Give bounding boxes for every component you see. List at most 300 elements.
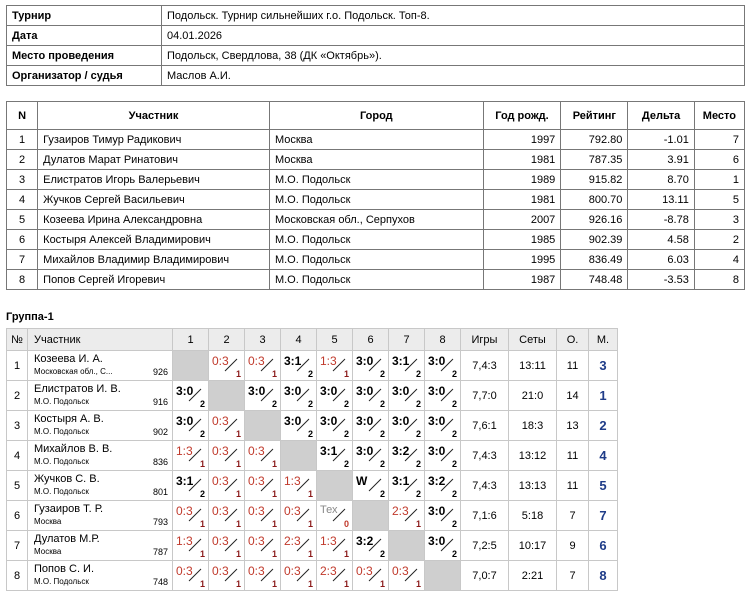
participant-cell: Москва [269, 130, 483, 150]
group-result-cell [245, 501, 281, 531]
result-points: 2 [415, 489, 421, 499]
group-result-cell [245, 531, 281, 561]
group-player-info [28, 561, 173, 591]
result-score: 0:3 [212, 564, 229, 578]
group-result-cell [281, 411, 317, 441]
group-player-sets: 10:17 [509, 531, 557, 561]
participant-cell: 2007 [483, 210, 561, 230]
info-value: Маслов А.И. [162, 66, 745, 86]
group-result-cell [389, 501, 425, 531]
result-score: 3:2 [356, 534, 374, 548]
result-score: 3:0 [356, 414, 374, 428]
tournament-info-table [6, 5, 745, 86]
group-player-number: 2 [7, 381, 28, 411]
result-points: 2 [379, 369, 385, 379]
group-diagonal-cell [389, 531, 425, 561]
group-player-games: 7,1:6 [461, 501, 509, 531]
participant-cell: Московская обл., Серпухов [269, 210, 483, 230]
result-points: 2 [415, 459, 421, 469]
participant-cell: 836.49 [561, 250, 628, 270]
group-result-cell [245, 381, 281, 411]
result-score: Тех [320, 504, 338, 516]
result-score: 3:0 [428, 534, 446, 548]
result-points: 2 [343, 459, 349, 469]
participant-row [7, 230, 745, 250]
group-player-place: 3 [589, 351, 618, 381]
result-score: 2:3 [284, 534, 301, 548]
participant-cell: М.О. Подольск [269, 170, 483, 190]
result-score: 3:0 [428, 384, 446, 398]
group-player-row [7, 531, 618, 561]
group-result-cell [317, 531, 353, 561]
result-points: 1 [271, 489, 277, 499]
group-result-cell [353, 411, 389, 441]
participant-cell: 4.58 [628, 230, 694, 250]
result-score: 2:3 [320, 564, 337, 578]
info-row [7, 6, 745, 26]
info-key: Организатор / судья [7, 66, 162, 86]
group-player-row [7, 441, 618, 471]
info-row [7, 46, 745, 66]
participant-cell: -8.78 [628, 210, 694, 230]
group-header-col: 1 [173, 329, 209, 351]
group-player-info [28, 471, 173, 501]
group-player-sets: 21:0 [509, 381, 557, 411]
result-points: 1 [235, 519, 241, 529]
group-player-place: 4 [589, 441, 618, 471]
info-key: Дата [7, 26, 162, 46]
info-row [7, 26, 745, 46]
participant-cell: 13.11 [628, 190, 694, 210]
group-result-cell [317, 351, 353, 381]
result-score: 1:3 [320, 354, 337, 368]
group-player-sets: 2:21 [509, 561, 557, 591]
participant-cell: 3 [694, 210, 744, 230]
group-result-cell [317, 561, 353, 591]
group-header-row [7, 329, 618, 351]
result-score: 0:3 [392, 564, 409, 578]
participant-row [7, 150, 745, 170]
result-points: 1 [415, 519, 421, 529]
participant-cell: Дулатов Марат Ринатович [38, 150, 270, 170]
group-diagonal-cell [317, 471, 353, 501]
group-result-cell [389, 381, 425, 411]
group-player-points: 9 [557, 531, 589, 561]
result-score: 1:3 [176, 444, 193, 458]
result-points: 2 [379, 489, 385, 499]
result-score: 0:3 [248, 564, 265, 578]
result-points: 1 [199, 549, 205, 559]
result-score: 0:3 [176, 564, 193, 578]
participant-cell: 6.03 [628, 250, 694, 270]
group-player-rating: 926 [152, 367, 168, 377]
participant-cell: 4 [694, 250, 744, 270]
info-value: 04.01.2026 [162, 26, 745, 46]
group-result-cell [245, 351, 281, 381]
group-player-games: 7,4:3 [461, 351, 509, 381]
result-points: 1 [199, 519, 205, 529]
group-result-cell [173, 411, 209, 441]
group-player-points: 7 [557, 501, 589, 531]
group-diagonal-cell [425, 561, 461, 591]
group-player-sets: 13:11 [509, 351, 557, 381]
result-score: 1:3 [176, 534, 193, 548]
participant-cell: 4 [7, 190, 38, 210]
group-result-cell [281, 531, 317, 561]
group-player-name: Гузаиров Т. Р. [34, 503, 104, 515]
participant-cell: -3.53 [628, 270, 694, 290]
result-score: 3:1 [320, 444, 338, 458]
group-header-n: № [7, 329, 28, 351]
participant-cell: 800.70 [561, 190, 628, 210]
result-score: 3:0 [356, 444, 374, 458]
participants-header-cell: N [7, 102, 38, 130]
group-player-info [28, 351, 173, 381]
result-points: 1 [235, 549, 241, 559]
group-player-name: Жучков С. В. [34, 473, 100, 485]
group-player-city: Московская обл., С... [34, 367, 113, 376]
group-player-row [7, 381, 618, 411]
group-result-cell [209, 351, 245, 381]
group-player-row [7, 501, 618, 531]
group-player-sets: 5:18 [509, 501, 557, 531]
result-points: 1 [271, 369, 277, 379]
group-player-games: 7,0:7 [461, 561, 509, 591]
result-points: 1 [307, 519, 313, 529]
result-score: 3:0 [428, 444, 446, 458]
group-player-number: 8 [7, 561, 28, 591]
group-player-info [28, 531, 173, 561]
group-result-cell [281, 471, 317, 501]
participant-row [7, 130, 745, 150]
participant-cell: 8 [7, 270, 38, 290]
group-result-cell [281, 351, 317, 381]
participant-cell: 1995 [483, 250, 561, 270]
result-score: 1:3 [284, 474, 301, 488]
info-value: Подольск, Свердлова, 38 (ДК «Октябрь»). [162, 46, 745, 66]
group-player-sets: 13:13 [509, 471, 557, 501]
result-score: 0:3 [176, 504, 193, 518]
result-score: 3:0 [392, 414, 410, 428]
group-header-place: М. [589, 329, 618, 351]
result-points: 2 [451, 549, 457, 559]
participant-cell: 1989 [483, 170, 561, 190]
group-result-cell [353, 531, 389, 561]
group-player-points: 11 [557, 441, 589, 471]
result-points: 1 [343, 579, 349, 589]
group-player-number: 6 [7, 501, 28, 531]
participant-row [7, 210, 745, 230]
participant-cell: 8 [694, 270, 744, 290]
group-player-city: М.О. Подольск [34, 487, 89, 496]
group-player-city: М.О. Подольск [34, 397, 89, 406]
group-result-cell [209, 561, 245, 591]
participant-cell: Елистратов Игорь Валерьевич [38, 170, 270, 190]
group-result-cell [389, 411, 425, 441]
participants-header-cell: Дельта [628, 102, 694, 130]
group-crosstable [6, 328, 618, 591]
group-result-cell [425, 381, 461, 411]
group-player-number: 4 [7, 441, 28, 471]
result-score: 0:3 [212, 354, 229, 368]
group-player-games: 7,4:3 [461, 471, 509, 501]
result-score: 3:0 [176, 414, 194, 428]
participant-cell: Попов Сергей Игоревич [38, 270, 270, 290]
participant-row [7, 170, 745, 190]
group-result-cell [317, 441, 353, 471]
group-player-points: 13 [557, 411, 589, 441]
participant-cell: М.О. Подольск [269, 250, 483, 270]
group-player-number: 5 [7, 471, 28, 501]
result-score: 0:3 [212, 474, 229, 488]
group-header-games: Игры [461, 329, 509, 351]
result-points: 1 [415, 579, 421, 589]
participant-cell: 1987 [483, 270, 561, 290]
group-header-col: 4 [281, 329, 317, 351]
group-result-cell [209, 441, 245, 471]
group-result-cell [173, 441, 209, 471]
participants-header-cell: Год рожд. [483, 102, 561, 130]
result-points: 1 [271, 579, 277, 589]
result-points: 1 [235, 369, 241, 379]
result-score: 3:0 [284, 414, 302, 428]
result-points: 2 [415, 429, 421, 439]
group-player-number: 7 [7, 531, 28, 561]
participant-cell: 1981 [483, 190, 561, 210]
group-player-games: 7,4:3 [461, 441, 509, 471]
group-player-place: 7 [589, 501, 618, 531]
group-player-rating: 801 [152, 487, 168, 497]
result-score: 3:1 [284, 354, 302, 368]
group-result-cell [425, 531, 461, 561]
participant-cell: 8.70 [628, 170, 694, 190]
participant-row [7, 250, 745, 270]
group-result-cell [173, 471, 209, 501]
result-points: 2 [379, 399, 385, 409]
group-result-cell [281, 381, 317, 411]
group-result-cell [389, 351, 425, 381]
participant-cell: 787.35 [561, 150, 628, 170]
group-result-cell [389, 561, 425, 591]
result-points: 1 [199, 459, 205, 469]
participants-header-cell: Город [269, 102, 483, 130]
participant-cell: 926.16 [561, 210, 628, 230]
info-row [7, 66, 745, 86]
group-player-place: 1 [589, 381, 618, 411]
participant-cell: 792.80 [561, 130, 628, 150]
result-score: 0:3 [284, 564, 301, 578]
group-player-place: 2 [589, 411, 618, 441]
result-score: 3:0 [320, 414, 338, 428]
result-score: 3:1 [176, 474, 194, 488]
result-points: 2 [379, 429, 385, 439]
group-header-col: 6 [353, 329, 389, 351]
result-score: 3:2 [392, 444, 410, 458]
group-result-cell [425, 351, 461, 381]
result-score: 3:0 [176, 384, 194, 398]
participant-cell: 2 [694, 230, 744, 250]
group-player-row [7, 351, 618, 381]
result-score: 0:3 [248, 354, 265, 368]
participants-table [6, 101, 745, 290]
group-header-col: 3 [245, 329, 281, 351]
group-result-cell [353, 471, 389, 501]
participant-cell: Костыря Алексей Владимирович [38, 230, 270, 250]
result-points: 2 [199, 489, 205, 499]
result-score: 0:3 [248, 444, 265, 458]
result-points: 2 [307, 369, 313, 379]
group-player-games: 7,2:5 [461, 531, 509, 561]
group-player-city: М.О. Подольск [34, 427, 89, 436]
result-points: 1 [235, 429, 241, 439]
participant-cell: 6 [7, 230, 38, 250]
group-player-points: 11 [557, 471, 589, 501]
group-result-cell [317, 411, 353, 441]
participant-cell: 7 [7, 250, 38, 270]
group-player-name: Козеева И. А. [34, 353, 103, 365]
result-score: 0:3 [248, 474, 265, 488]
group-player-name: Попов С. И. [34, 563, 95, 575]
participant-cell: Москва [269, 150, 483, 170]
result-score: 3:1 [392, 354, 410, 368]
group-player-rating: 748 [152, 577, 168, 587]
result-score: 3:0 [284, 384, 302, 398]
result-score: 3:1 [392, 474, 410, 488]
result-points: 2 [379, 459, 385, 469]
group-result-cell [173, 381, 209, 411]
participant-row [7, 190, 745, 210]
result-points: 2 [415, 369, 421, 379]
group-player-row [7, 561, 618, 591]
group-player-city: Москва [34, 517, 62, 526]
group-player-rating: 902 [152, 427, 168, 437]
group-player-info [28, 501, 173, 531]
group-result-cell [353, 381, 389, 411]
participant-cell: 1 [694, 170, 744, 190]
group-header-points: О. [557, 329, 589, 351]
result-points: 2 [451, 369, 457, 379]
result-points: 1 [235, 459, 241, 469]
participants-header-cell: Рейтинг [561, 102, 628, 130]
participant-cell: 5 [7, 210, 38, 230]
participant-cell: Михайлов Владимир Владимирович [38, 250, 270, 270]
group-result-cell [389, 471, 425, 501]
group-player-row [7, 411, 618, 441]
participant-cell: 3 [7, 170, 38, 190]
group-player-rating: 793 [152, 517, 168, 527]
group-result-cell [317, 501, 353, 531]
group-header-sets: Сеты [509, 329, 557, 351]
group-diagonal-cell [245, 411, 281, 441]
group-header-name: Участник [28, 329, 173, 351]
result-points: 2 [199, 429, 205, 439]
group-result-cell [209, 471, 245, 501]
result-points: 1 [199, 579, 205, 589]
participant-cell: Гузаиров Тимур Радикович [38, 130, 270, 150]
result-points: 2 [415, 399, 421, 409]
group-player-name: Елистратов И. В. [34, 383, 121, 395]
group-diagonal-cell [281, 441, 317, 471]
group-result-cell [245, 441, 281, 471]
group-header-col: 2 [209, 329, 245, 351]
group-player-number: 1 [7, 351, 28, 381]
result-score: 2:3 [392, 504, 409, 518]
participant-cell: М.О. Подольск [269, 270, 483, 290]
group-result-cell [425, 471, 461, 501]
group-result-cell [281, 501, 317, 531]
result-points: 2 [343, 399, 349, 409]
group-player-games: 7,6:1 [461, 411, 509, 441]
result-points: 2 [307, 399, 313, 409]
participant-cell: 1 [7, 130, 38, 150]
result-points: 1 [271, 549, 277, 559]
group-diagonal-cell [209, 381, 245, 411]
group-result-cell [389, 441, 425, 471]
participant-cell: 1981 [483, 150, 561, 170]
participant-cell: 6 [694, 150, 744, 170]
result-points: 1 [307, 549, 313, 559]
result-score: 3:2 [428, 474, 446, 488]
participants-header-cell: Участник [38, 102, 270, 130]
info-value: Подольск. Турнир сильнейших г.о. Подольск. Топ-8. [162, 6, 745, 26]
group-player-place: 6 [589, 531, 618, 561]
result-points: 1 [271, 459, 277, 469]
result-points: 2 [451, 429, 457, 439]
group-player-rating: 836 [152, 457, 168, 467]
group-result-cell [353, 561, 389, 591]
result-points: 2 [451, 399, 457, 409]
group-player-info [28, 411, 173, 441]
group-player-rating: 787 [152, 547, 168, 557]
participant-cell: Козеева Ирина Александровна [38, 210, 270, 230]
result-score: 0:3 [212, 444, 229, 458]
participant-cell: М.О. Подольск [269, 190, 483, 210]
group-player-row [7, 471, 618, 501]
group-player-city: М.О. Подольск [34, 577, 89, 586]
result-score: 0:3 [212, 414, 229, 428]
group-player-points: 11 [557, 351, 589, 381]
result-score: 3:0 [248, 384, 266, 398]
info-key: Турнир [7, 6, 162, 26]
participant-cell: М.О. Подольск [269, 230, 483, 250]
participant-cell: 2 [7, 150, 38, 170]
group-header-col: 8 [425, 329, 461, 351]
group-result-cell [209, 411, 245, 441]
group-title: Группа-1 [6, 311, 54, 323]
participant-cell: Жучков Сергей Васильевич [38, 190, 270, 210]
result-score: 3:0 [428, 414, 446, 428]
group-result-cell [173, 561, 209, 591]
group-player-sets: 18:3 [509, 411, 557, 441]
group-player-place: 5 [589, 471, 618, 501]
group-result-cell [209, 531, 245, 561]
group-player-points: 7 [557, 561, 589, 591]
result-points: 2 [343, 429, 349, 439]
group-result-cell [317, 381, 353, 411]
group-result-cell [209, 501, 245, 531]
participant-cell: 7 [694, 130, 744, 150]
group-result-cell [245, 471, 281, 501]
group-player-info [28, 381, 173, 411]
info-key: Место проведения [7, 46, 162, 66]
participant-cell: 902.39 [561, 230, 628, 250]
result-points: 2 [199, 399, 205, 409]
participants-header-cell: Место [694, 102, 744, 130]
result-score: 3:0 [356, 354, 374, 368]
group-player-name: Дулатов М.Р. [34, 533, 100, 545]
group-player-city: Москва [34, 547, 62, 556]
participant-cell: 5 [694, 190, 744, 210]
